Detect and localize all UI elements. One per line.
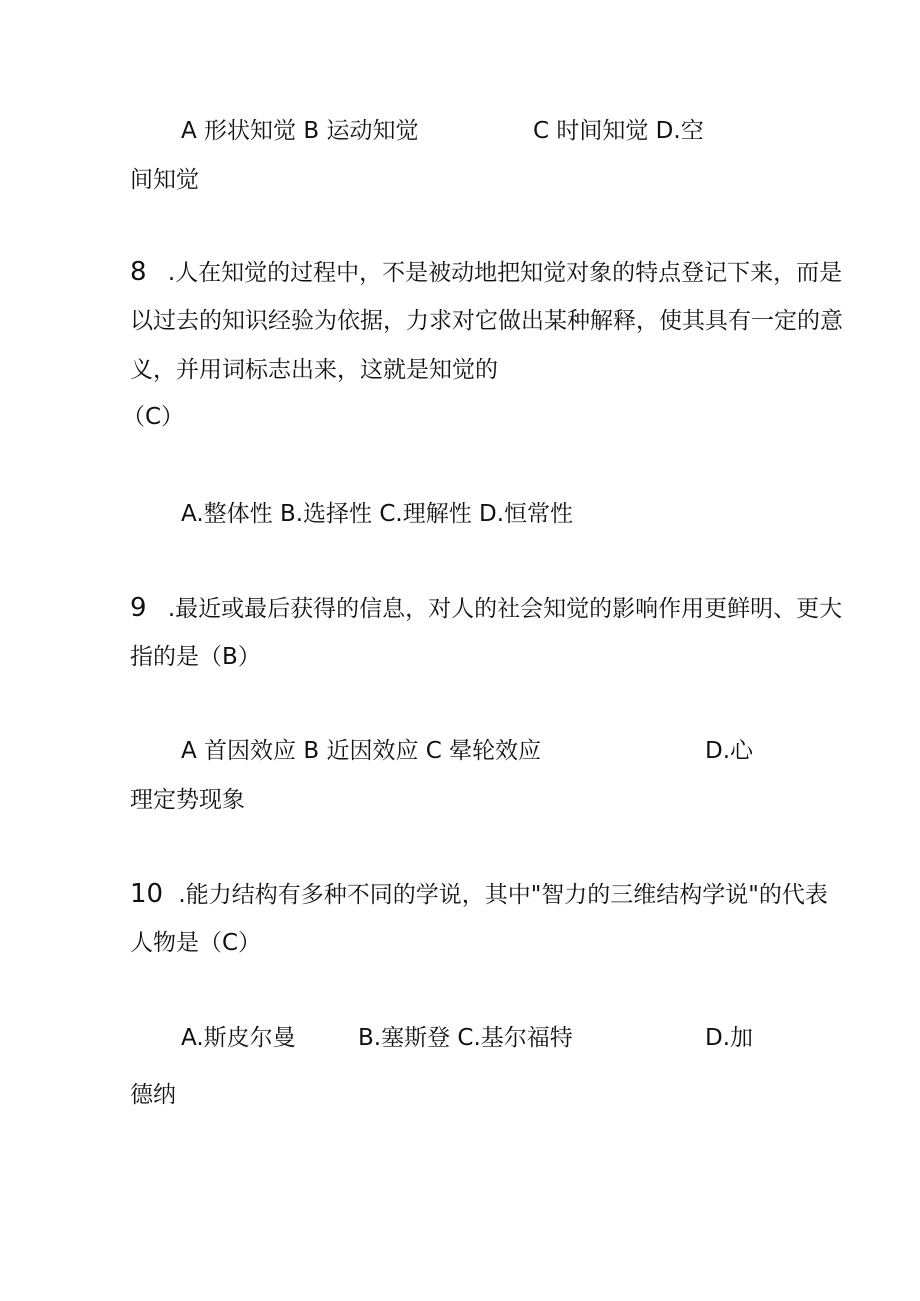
question-10-line-2: 人物是（C） <box>130 930 262 956</box>
question-9-options-wrap: 理定势现象 <box>130 787 245 813</box>
question-9-number: 9 <box>130 593 147 623</box>
question-10-option-d: D.加 <box>705 1025 754 1051</box>
question-9-options-d: D.心 <box>705 738 754 764</box>
question-8-options: A.整体性 B.选择性 C.理解性 D.恒常性 <box>181 501 574 527</box>
question-8-number: 8 <box>130 257 147 287</box>
question-10-options-bc: B.塞斯登 C.基尔福特 <box>358 1025 573 1051</box>
q7-options-cd: C 时间知觉 D.空 <box>533 118 704 144</box>
question-8-stem-1: .人在知觉的过程中，不是被动地把知觉对象的特点登记下来，而是 <box>167 260 843 286</box>
question-10-stem-1: .能力结构有多种不同的学说，其中"智力的三维结构学说"的代表 <box>178 882 828 908</box>
question-9-line-2: 指的是（B） <box>130 644 261 670</box>
question-10-number: 10 <box>130 879 164 909</box>
question-8-line-1 <box>130 257 842 288</box>
question-9-line-1 <box>130 593 842 624</box>
question-8-line-2: 以过去的知识经验为依据，力求对它做出某种解释，使其具有一定的意 <box>130 308 843 334</box>
question-8-line-3: 义，并用词标志出来，这就是知觉的 <box>130 357 498 383</box>
question-10-option-a: A.斯皮尔曼 <box>181 1025 296 1051</box>
question-10-line-1 <box>130 879 828 910</box>
question-9-options-abc: A 首因效应 B 近因效应 C 晕轮效应 <box>181 738 542 764</box>
q7-options-wrap: 间知觉 <box>130 167 199 193</box>
question-10-options-wrap: 德纳 <box>130 1082 176 1108</box>
question-9-stem-1: .最近或最后获得的信息，对人的社会知觉的影响作用更鲜明、更大 <box>167 596 843 622</box>
question-8-answer: （C） <box>122 404 185 430</box>
q7-options-ab: A 形状知觉 B 运动知觉 <box>181 118 419 144</box>
